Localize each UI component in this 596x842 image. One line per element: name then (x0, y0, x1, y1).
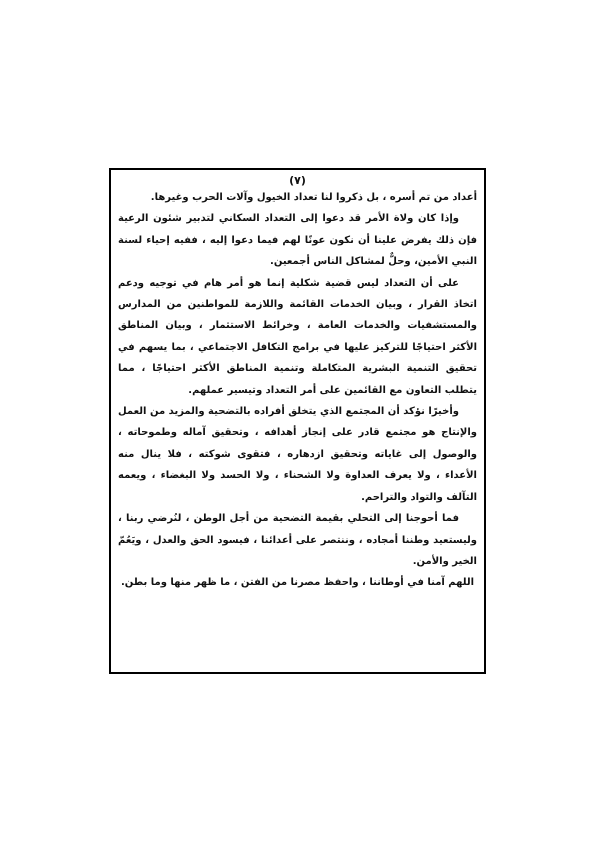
paragraph-society-sacrifice: وأخيرًا نؤكد أن المجتمع الذي يتخلق أفراده بالتضحية والمزيد من العمل والإنتاج هو مجتمع قادر على إنجاز أهدافه ، وتحقيق آماله وطموحاته ، والوصول إلى غاياته وتحقيق ازدهاره ، فتقوى شوكته ، فلا ينال منه الأعداء ، ولا يعرف العداوة ولا الشحناء ، ولا الحسد ولا البغضاء ، ويعمه التآلف والتواد والتراحم. (118, 406, 477, 503)
page-number: (٧) (289, 174, 306, 187)
paragraph-continuation: أعداد من تم أسره ، بل ذكروا لنا تعداد الخيول وآلات الحرب وغيرها. (150, 192, 477, 203)
paragraph-call-to-sacrifice: فما أحوجنا إلى التحلي بقيمة التضحية من أجل الوطن ، لنُرضي ربنا ، وليستعيد وطننا أمجاده ، وننتصر على أعدائنا ، فيسود الحق والعدل ، ويَعُمّ الخير والأمن. (118, 513, 477, 567)
paragraph-closing-prayer: اللهم آمنا في أوطاننا ، واحفظ مصرنا من الفتن ، ما ظهر منها وما بطن. (120, 577, 475, 589)
paragraph-census-importance: على أن التعداد ليس قضية شكلية إنما هو أمر هام في توجيه ودعم اتخاذ القرار ، وبيان الخدمات القائمة واللازمة للمواطنين من المدارس والمستشفيات والخدمات العامة ، وخرائط الاستثمار ، وبيان المناطق الأكثر احتياجًا للتركيز عليها في برامج التكافل الاجتماعي ، بما يسهم في تحقيق التنمية البشرية المتكاملة وتنمية المناطق الأكثر احتياجًا ، مما يتطلب التعاون مع القائمين على أمر التعداد وتيسير عملهم. (118, 277, 477, 396)
paragraph-census-call: وإذا كان ولاة الأمر قد دعوا إلى التعداد السكاني لتدبير شئون الرعية فإن ذلك يفرض علينا أن نكون عونًا لهم فيما دعوا إليه ، ففيه إحياء لسنة النبي الأمين، وحلٌّ لمشاكل الناس أجمعين. (118, 213, 477, 268)
page-frame (109, 168, 486, 674)
body-text (118, 187, 477, 594)
